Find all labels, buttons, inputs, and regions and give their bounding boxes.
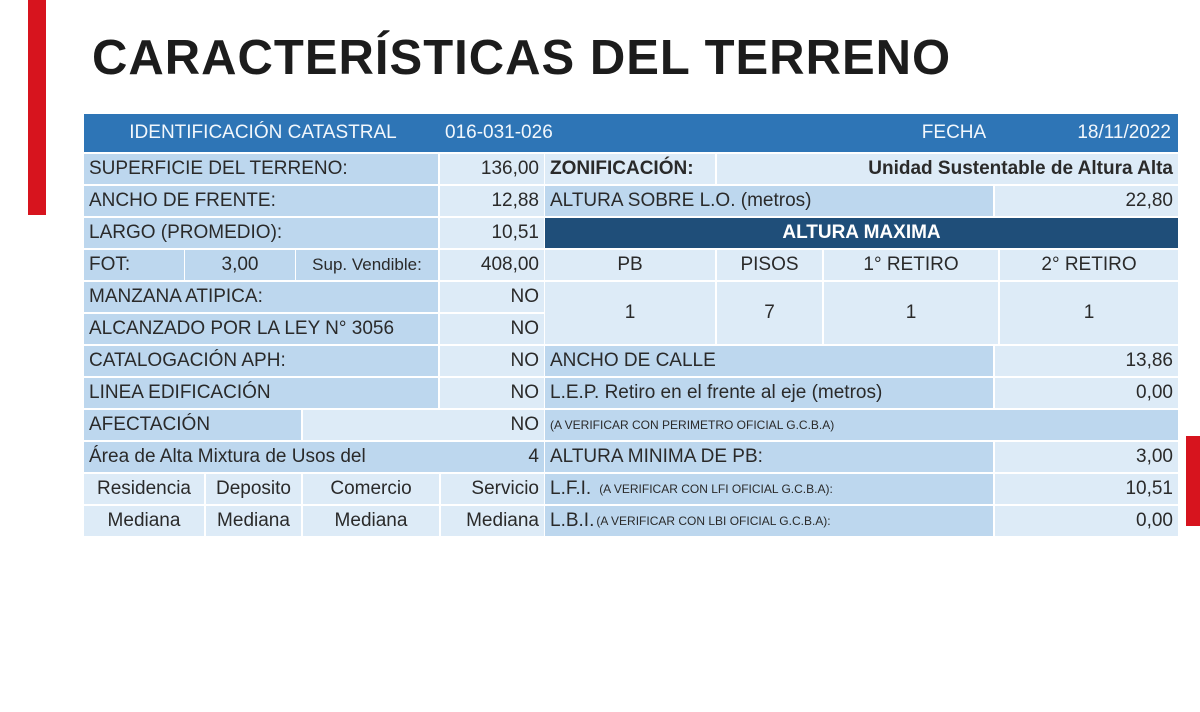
aph-label: CATALOGACIÓN APH: [84, 346, 438, 376]
lbi-label-cell [545, 506, 993, 536]
altura-value-retiro-2: 1 [1000, 282, 1178, 344]
fecha-value: 18/11/2022 [1077, 122, 1171, 143]
page-title: CARACTERÍSTICAS DEL TERRENO [92, 31, 952, 85]
superficie-value: 136,00 [440, 154, 544, 184]
linea-value: NO [440, 378, 544, 408]
lbi-label: L.B.I. [550, 510, 595, 531]
altura-lo-value: 22,80 [995, 186, 1178, 216]
catastral-id-label: IDENTIFICACIÓN CATASTRAL [129, 122, 397, 143]
table-row [84, 186, 1178, 216]
altura-header-retiro-2: 2° RETIRO [1000, 250, 1178, 280]
use-value-servicio: Mediana [441, 506, 544, 536]
afectacion-value: NO [303, 410, 544, 440]
altura-value-retiro-1: 1 [824, 282, 998, 344]
table-row [84, 346, 1178, 376]
table-row [84, 410, 1178, 440]
use-header-residencia: Residencia [84, 474, 204, 504]
altura-header-pisos: PISOS [717, 250, 822, 280]
manzana-value: NO [440, 282, 544, 312]
lfi-note: (A VERIFICAR CON LFI OFICIAL G.C.B.A): [599, 482, 833, 496]
terrain-table [84, 114, 1178, 531]
use-value-comercio: Mediana [303, 506, 439, 536]
lfi-label: L.F.I. [550, 478, 592, 499]
altura-values-row [84, 282, 1178, 344]
altura-lo-label: ALTURA SOBRE L.O. (metros) [545, 186, 993, 216]
ley-label: ALCANZADO POR LA LEY N° 3056 [84, 314, 438, 344]
vendible-value: 408,00 [440, 250, 544, 280]
ley-value: NO [440, 314, 544, 344]
accent-bar-left [28, 0, 46, 215]
table-row [84, 154, 1178, 184]
altura-value-pb: 1 [545, 282, 715, 344]
vendible-label: Sup. Vendible: [296, 250, 438, 280]
verificar-note: (A VERIFICAR CON PERIMETRO OFICIAL G.C.B.A) [545, 410, 1178, 440]
linea-label: LINEA EDIFICACIÓN [84, 378, 438, 408]
largo-value: 10,51 [440, 218, 544, 248]
table-row [84, 474, 1178, 504]
largo-label: LARGO (PROMEDIO): [84, 218, 438, 248]
fecha-label: FECHA [921, 122, 987, 143]
mixtura-label: Área de Alta Mixtura de Usos del [84, 442, 544, 472]
fot-value: 3,00 [185, 250, 295, 280]
lfi-label-cell [545, 474, 993, 504]
ancho-frente-value: 12,88 [440, 186, 544, 216]
use-header-comercio: Comercio [303, 474, 439, 504]
zonificacion-label: ZONIFICACIÓN: [545, 154, 715, 184]
lep-value: 0,00 [995, 378, 1178, 408]
altura-maxima-title: ALTURA MAXIMA [545, 218, 1178, 248]
ancho-calle-label: ANCHO DE CALLE [545, 346, 993, 376]
table-row [84, 442, 1178, 472]
accent-bar-right [1186, 436, 1200, 526]
lbi-value: 0,00 [995, 506, 1178, 536]
manzana-label: MANZANA ATIPICA: [84, 282, 438, 312]
altura-value-pisos: 7 [717, 282, 822, 344]
altura-min-label: ALTURA MINIMA DE PB: [545, 442, 993, 472]
aph-value: NO [440, 346, 544, 376]
zonificacion-value: Unidad Sustentable de Altura Alta [717, 154, 1178, 184]
use-value-residencia: Mediana [84, 506, 204, 536]
altura-min-value: 3,00 [995, 442, 1178, 472]
use-value-deposito: Mediana [206, 506, 301, 536]
mixtura-value: 4 [528, 446, 539, 467]
table-row [84, 218, 1178, 248]
lbi-note: (A VERIFICAR CON LBI OFICIAL G.C.B.A): [596, 514, 831, 528]
ancho-frente-label: ANCHO DE FRENTE: [84, 186, 438, 216]
lep-label: L.E.P. Retiro en el frente al eje (metros) [545, 378, 993, 408]
catastral-header-row [84, 114, 1178, 152]
altura-header-pb: PB [545, 250, 715, 280]
superficie-label: SUPERFICIE DEL TERRENO: [84, 154, 438, 184]
catastral-id-value: 016-031-026 [445, 122, 553, 143]
table-row [84, 506, 1178, 536]
afectacion-label: AFECTACIÓN [84, 410, 301, 440]
use-header-deposito: Deposito [206, 474, 301, 504]
ancho-calle-value: 13,86 [995, 346, 1178, 376]
use-header-servicio: Servicio [441, 474, 544, 504]
fot-label: FOT: [84, 250, 184, 280]
lfi-value: 10,51 [995, 474, 1178, 504]
table-row [84, 378, 1178, 408]
altura-header-retiro-1: 1° RETIRO [824, 250, 998, 280]
table-row [84, 250, 1178, 280]
